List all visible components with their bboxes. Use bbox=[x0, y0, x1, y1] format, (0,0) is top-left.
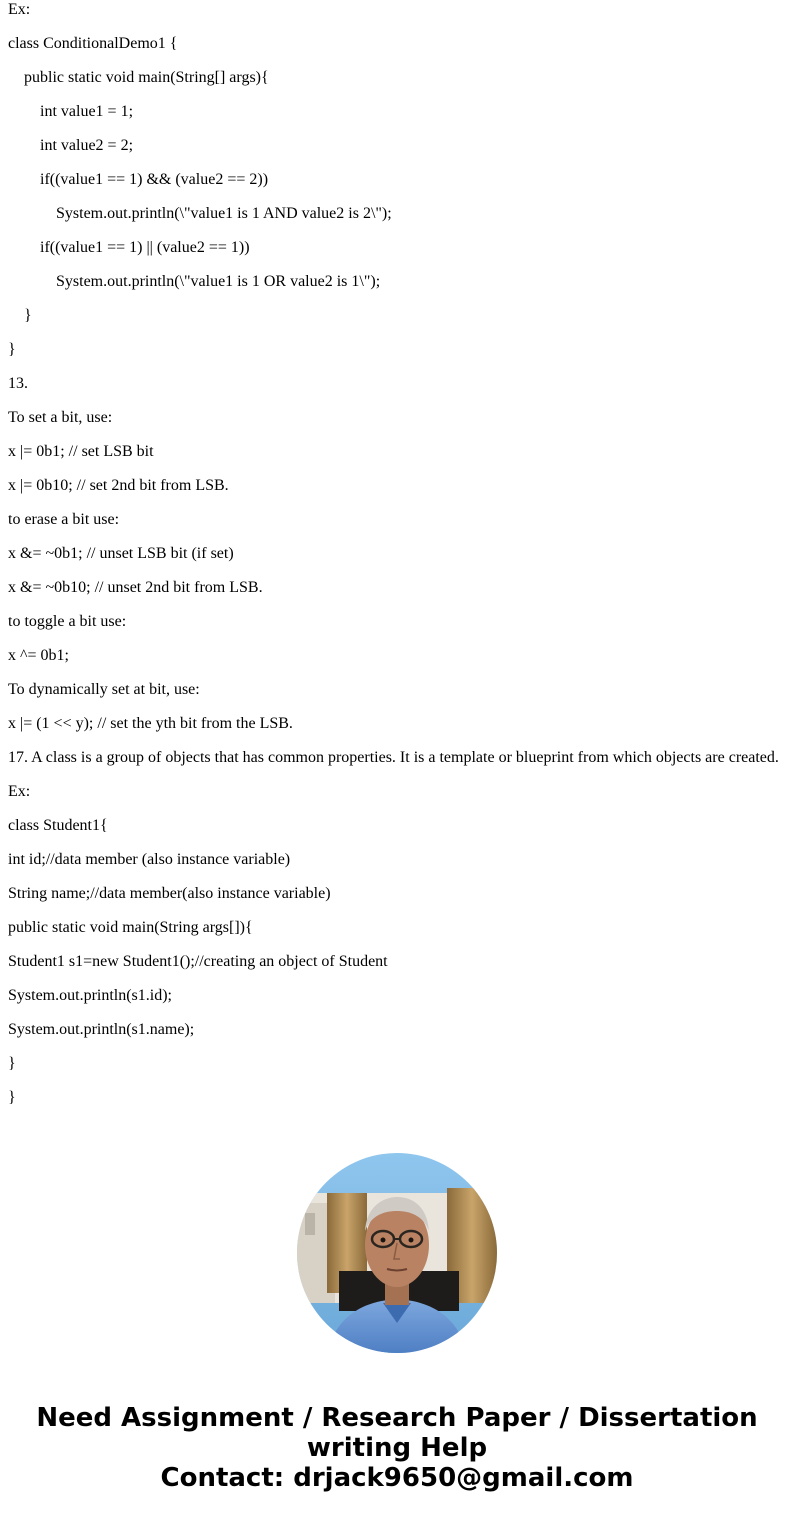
code-line: System.out.println(s1.name); bbox=[8, 1021, 195, 1038]
section-number: 13. bbox=[8, 375, 28, 392]
code-line: System.out.println(\"value1 is 1 OR value2 is 1\"); bbox=[56, 273, 381, 290]
paragraph: 17. A class is a group of objects that has common properties. It is a template or blueprint from which objects are created. bbox=[8, 749, 779, 766]
code-line: x &= ~0b1; // unset LSB bit (if set) bbox=[8, 545, 234, 562]
text-line: to toggle a bit use: bbox=[8, 613, 127, 630]
code-line: class Student1{ bbox=[8, 817, 108, 834]
code-line: x |= 0b10; // set 2nd bit from LSB. bbox=[8, 477, 229, 494]
code-line: } bbox=[24, 307, 32, 324]
code-line: String name;//data member(also instance variable) bbox=[8, 885, 331, 902]
code-line: Student1 s1=new Student1();//creating an object of Student bbox=[8, 953, 388, 970]
banner-headline: Need Assignment / Research Paper / Dissertation bbox=[36, 1403, 758, 1433]
code-line: } bbox=[8, 341, 16, 358]
code-line: public static void main(String[] args){ bbox=[24, 69, 269, 86]
code-line: int id;//data member (also instance variable) bbox=[8, 851, 291, 868]
code-line: System.out.println(s1.id); bbox=[8, 987, 172, 1004]
code-line: x ^= 0b1; bbox=[8, 647, 69, 664]
code-line: } bbox=[8, 1055, 16, 1072]
document-body bbox=[8, 0, 788, 1122]
contact-banner bbox=[0, 1403, 794, 1493]
code-line: int value1 = 1; bbox=[40, 103, 134, 120]
code-line: if((value1 == 1) || (value2 == 1)) bbox=[40, 239, 250, 256]
text-line: to erase a bit use: bbox=[8, 511, 120, 528]
contact-email: Contact: drjack9650@gmail.com bbox=[160, 1463, 634, 1493]
code-line: public static void main(String args[]){ bbox=[8, 919, 253, 936]
code-line: System.out.println(\"value1 is 1 AND value2 is 2\"); bbox=[56, 205, 392, 222]
code-line: x |= (1 << y); // set the yth bit from the LSB. bbox=[8, 715, 293, 732]
author-photo-icon bbox=[297, 1153, 497, 1353]
banner-subheadline: writing Help bbox=[306, 1433, 488, 1463]
code-line: x |= 0b1; // set LSB bit bbox=[8, 443, 154, 460]
code-line: if((value1 == 1) && (value2 == 2)) bbox=[40, 171, 269, 188]
code-line: int value2 = 2; bbox=[40, 137, 134, 154]
code-line: x &= ~0b10; // unset 2nd bit from LSB. bbox=[8, 579, 263, 596]
text-line: To dynamically set at bit, use: bbox=[8, 681, 200, 698]
text-line: To set a bit, use: bbox=[8, 409, 113, 426]
text-line: Ex: bbox=[8, 1, 31, 18]
text-line: Ex: bbox=[8, 783, 31, 800]
code-line: } bbox=[8, 1089, 16, 1106]
code-line: class ConditionalDemo1 { bbox=[8, 35, 178, 52]
author-photo bbox=[297, 1153, 497, 1353]
